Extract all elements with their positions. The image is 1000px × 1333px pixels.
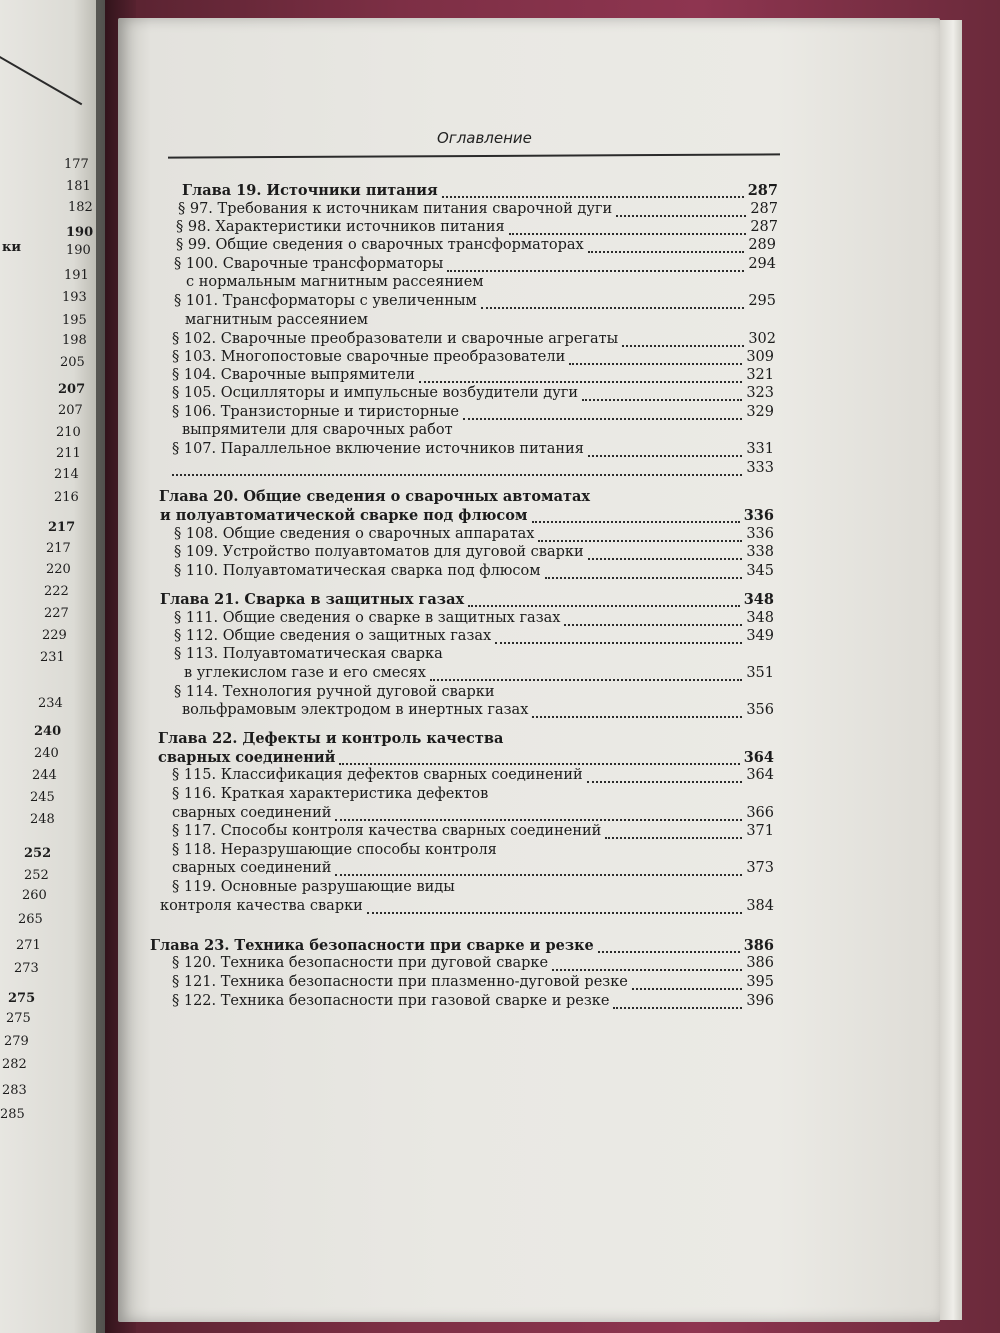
toc-page-number: 345 [746,563,774,579]
toc-row [182,701,774,720]
left-page-number: 275 [8,991,36,1006]
toc-chapter-row [150,936,774,955]
toc-entry-title: сварных соединений [172,860,332,876]
toc-row [172,440,774,459]
left-page-number: 285 [0,1107,25,1122]
toc-entry-title: § 100. Сварочные трансформаторы [174,256,444,272]
left-page-number: 182 [68,200,93,215]
toc-leader-dots [564,612,742,626]
left-page-number: 227 [44,606,69,621]
toc-entry-title: § 118. Неразрушающие способы контроля [172,842,497,858]
left-page-number: 191 [64,268,89,283]
left-page-number: 195 [62,313,87,328]
toc-page-number: 349 [746,628,774,644]
toc-entry-title: контроля качества сварки [160,898,363,914]
left-page-number: 244 [32,768,57,783]
toc-row [172,804,774,823]
left-page-number: 265 [18,912,43,927]
toc-entry-title: § 115. Классификация дефектов сварных соединений [172,767,583,783]
toc-leader-dots [447,258,744,272]
left-page-number: 205 [60,355,85,370]
toc-leader-dots [569,351,742,365]
toc-entry-title: § 119. Основные разрушающие виды [172,879,455,895]
toc-entry-title: § 121. Техника безопасности при плазменно-дуговой резке [172,974,628,990]
toc-entry-title: § 104. Сварочные выпрямители [172,367,415,383]
toc-leader-dots [335,807,742,821]
toc-row [160,897,774,916]
left-page-number: 207 [58,403,83,418]
left-page-number: 279 [4,1034,29,1049]
toc-entry-title: § 109. Устройство полуавтоматов для дуговой сварки [174,544,584,560]
toc-chapter-row [160,506,774,525]
toc-leader-dots [463,406,742,420]
toc-leader-dots [481,295,745,309]
left-page-number: 214 [54,467,79,482]
toc-page-number: 336 [746,526,774,542]
toc-entry-title: § 112. Общие сведения о защитных газах [174,628,492,644]
toc-entry-title: § 122. Техника безопасности при газовой сварке и резке [172,993,610,1009]
toc-entry-title: § 98. Характеристики источников питания [176,219,505,235]
toc-row [185,311,776,330]
toc-row [176,236,776,255]
toc-entry-title: Глава 19. Источники питания [182,182,438,199]
toc-page-number: 366 [746,805,774,821]
toc-row [174,255,776,274]
toc-row [172,330,776,349]
toc-page-number: 287 [750,201,778,217]
toc-entry-title: § 99. Общие сведения о сварочных трансформаторах [176,237,584,253]
toc-entry-title: § 103. Многопостовые сварочные преобразователи [172,349,566,365]
toc-page-number: 329 [746,404,774,420]
toc-page-number: 338 [746,544,774,560]
toc-page-number: 364 [743,749,774,766]
left-page-number: 234 [38,696,63,711]
toc-chapter-row [158,729,774,748]
toc-page-number: 321 [746,367,774,383]
toc-entry-title: с нормальным магнитным рассеянием [186,274,484,290]
toc-entry-title: § 106. Транзисторные и тиристорные [172,404,459,420]
left-page-number: 220 [46,562,71,577]
toc-row [184,664,774,683]
toc-page-number: 348 [743,591,774,608]
toc-leader-dots [532,704,742,718]
toc-row [174,683,774,702]
toc-entry-title: § 111. Общие сведения о сварке в защитных газах [174,610,561,626]
toc-page-number: 331 [746,441,774,457]
left-page-number: 181 [66,179,91,194]
toc-entry-title: вольфрамовым электродом в инертных газах [182,702,529,718]
toc-row [174,645,774,664]
left-page-number: 273 [14,961,39,976]
toc-leader-dots [622,333,744,347]
toc-entry-title: Глава 22. Дефекты и контроль качества [158,730,504,747]
toc-entry-title: § 105. Осцилляторы и импульсные возбудители дуги [172,385,578,401]
toc-chapter-row [159,487,774,506]
toc-leader-dots [430,667,742,681]
left-page-number: 210 [56,425,81,440]
left-page-number: 240 [34,724,62,739]
toc-row [172,859,774,878]
left-page-number: 260 [22,888,47,903]
toc-page-number: 289 [748,237,776,253]
left-page-number: 229 [42,628,67,643]
left-page-number: 207 [58,382,86,397]
toc-row [172,384,774,403]
toc-page-number: 373 [746,860,774,876]
toc-entry-title: § 108. Общие сведения о сварочных аппаратах [174,526,535,542]
toc-leader-dots [468,593,740,607]
toc-page-number: 386 [743,937,774,954]
left-page-number: 252 [24,846,52,861]
toc-row [174,525,774,544]
left-page-number: 190 [66,225,94,240]
left-page-number: 190 [66,243,91,258]
toc-leader-dots [419,369,742,383]
toc-row [176,218,778,237]
toc-leader-dots [495,630,742,644]
toc-row [174,292,776,311]
toc-page-number: 351 [746,665,774,681]
toc-entry-title: § 116. Краткая характеристика дефектов [172,786,489,802]
toc-entry-title: § 97. Требования к источникам питания сварочной дуги [178,201,613,217]
left-page-number: 245 [30,790,55,805]
toc-page-number: 384 [746,898,774,914]
toc-row [174,609,774,628]
toc-row [172,785,774,804]
toc-leader-dots [582,387,742,401]
toc-page-number: 371 [746,823,774,839]
toc-entry-title: Глава 23. Техника безопасности при сварке и резке [150,937,594,954]
toc-page-number: 396 [746,993,774,1009]
toc-page-number: 333 [746,460,774,476]
toc-row [172,403,774,422]
toc-chapter-row [160,590,774,609]
left-page-number: 283 [2,1083,27,1098]
toc-page-number: 309 [746,349,774,365]
toc-leader-dots [613,995,742,1009]
toc-entry-title: § 113. Полуавтоматическая сварка [174,646,443,662]
toc-page-number: 295 [748,293,776,309]
toc-leader-dots [532,509,740,523]
toc-page-number: 323 [746,385,774,401]
toc-entry-title: магнитным рассеянием [185,312,369,328]
toc-entry-title: и полуавтоматической сварке под флюсом [160,507,528,524]
toc-leader-dots [616,203,746,217]
toc-row [172,459,774,478]
toc-row [172,766,774,785]
toc-entry-title: сварных соединений [172,805,332,821]
toc-chapter-row [182,181,778,200]
left-page-number: 211 [56,446,81,461]
toc-leader-dots [588,546,743,560]
toc-page-number: 386 [746,955,774,971]
toc-page-number: 356 [746,702,774,718]
toc-entry-title: в углекислом газе и его смесях [184,665,426,681]
toc-row [186,273,776,292]
toc-page-number: 395 [746,974,774,990]
page-header-title: Оглавление [437,129,532,147]
toc-row [172,822,774,841]
toc-page-number: 336 [743,507,774,524]
left-page-number: 282 [2,1057,27,1072]
left-page-number: 198 [62,333,87,348]
left-page-number: 217 [46,541,71,556]
toc-page-number: 287 [747,182,778,199]
toc-page-number: 348 [746,610,774,626]
toc-entry-title: Глава 21. Сварка в защитных газах [160,591,465,608]
toc-row [172,841,774,860]
toc-page-number: 287 [750,219,778,235]
toc-leader-dots [587,769,743,783]
toc-page-number: 364 [746,767,774,783]
toc-entry-title: § 117. Способы контроля качества сварных соединений [172,823,602,839]
toc-entry-title: выпрямители для сварочных работ [182,422,453,438]
left-page-number: 177 [64,157,89,172]
toc-leader-dots [442,184,744,198]
left-page-fragment: ки [2,240,22,255]
toc-row [172,973,774,992]
left-page-number: 231 [40,650,65,665]
toc-row [182,421,774,440]
left-page-number: 240 [34,746,59,761]
toc-entry-title: § 107. Параллельное включение источников питания [172,441,584,457]
toc-entry-title: § 102. Сварочные преобразователи и сварочные агрегаты [172,331,619,347]
toc-leader-dots [588,443,742,457]
toc-entry-title: § 120. Техника безопасности при дуговой сварке [172,955,549,971]
toc-row [172,348,774,367]
toc-entry-title: § 114. Технология ручной дуговой сварки [174,684,495,700]
toc-leader-dots [335,862,742,876]
toc-entry-title: Глава 20. Общие сведения о сварочных автоматах [159,488,591,505]
toc-row [172,878,774,897]
left-page-number: 193 [62,290,87,305]
left-page-number: 275 [6,1011,31,1026]
toc-leader-dots [172,462,742,476]
toc-row [172,366,774,385]
toc-row [172,992,774,1011]
toc-leader-dots [598,939,740,953]
toc-leader-dots [509,221,747,235]
toc-leader-dots [605,825,742,839]
toc-row [174,562,774,581]
left-page-number: 216 [54,490,79,505]
toc-row [178,200,778,219]
toc-row [174,543,774,562]
toc-leader-dots [552,957,742,971]
toc-entry-title: § 110. Полуавтоматическая сварка под флюсом [174,563,541,579]
toc-leader-dots [367,900,742,914]
left-page-number: 222 [44,584,69,599]
toc-leader-dots [632,976,742,990]
left-page-number: 252 [24,868,49,883]
left-page-number: 248 [30,812,55,827]
left-page-number: 217 [48,520,76,535]
toc-leader-dots [588,239,745,253]
toc-row [174,627,774,646]
toc-row [172,954,774,973]
toc-chapter-row [158,748,774,767]
toc-page-number: 302 [748,331,776,347]
toc-leader-dots [538,528,742,542]
toc-entry-title: сварных соединений [158,749,336,766]
toc-page-number: 294 [748,256,776,272]
left-page-number: 271 [16,938,41,953]
toc-leader-dots [339,751,739,765]
toc-entry-title: § 101. Трансформаторы с увеличенным [174,293,477,309]
toc-leader-dots [545,565,743,579]
